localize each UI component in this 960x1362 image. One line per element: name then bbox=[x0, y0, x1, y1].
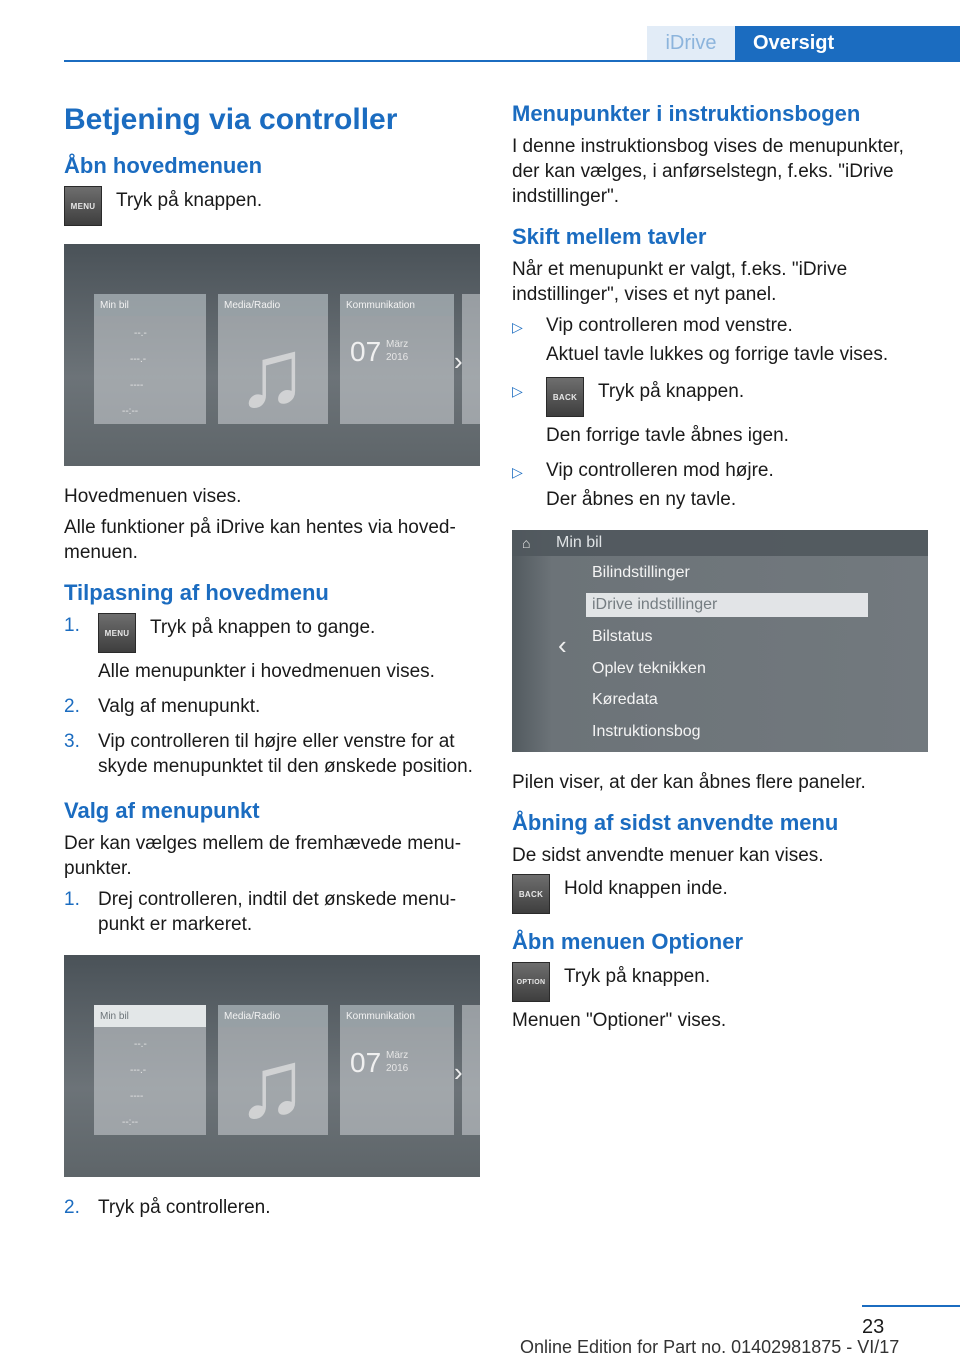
list-item bbox=[512, 458, 932, 516]
home-icon: ⌂ bbox=[522, 535, 531, 551]
row-value: ---- bbox=[130, 1091, 144, 1102]
section-switch-panels bbox=[512, 223, 932, 516]
back-button-icon: BACK bbox=[546, 377, 584, 417]
body-text: Når et menupunkt er valgt, f.eks. "iDrive indstillinger", vises et nyt panel. bbox=[512, 259, 848, 305]
step-subtext: Aktuel tavle lukkes og forrige tavle vises. bbox=[546, 344, 889, 365]
chapter-tab: iDrive bbox=[647, 26, 735, 60]
step-text: Vip controlleren mod højre. bbox=[546, 460, 774, 481]
heading-customize: Tilpasning af hovedmenu bbox=[64, 580, 329, 605]
date-year: 2016 bbox=[386, 1063, 409, 1074]
triangle-bullet-icon: ▷ bbox=[512, 383, 523, 399]
heading-manual-items: Menupunkter i instruktionsbogen bbox=[512, 101, 861, 126]
section-main-menu-shown bbox=[64, 484, 482, 565]
row-value: --:-- bbox=[122, 406, 139, 417]
list-item bbox=[512, 377, 932, 452]
list-item bbox=[64, 1195, 482, 1224]
step-text: Vip controlleren mod venstre. bbox=[546, 315, 793, 336]
section-customize bbox=[64, 579, 482, 783]
step-text: Vip controlleren til højre eller venstre for at skyde menupunktet til den ønskede position. bbox=[98, 731, 473, 777]
list-item bbox=[64, 887, 482, 941]
section-arrow-note bbox=[512, 770, 932, 795]
step-subtext: Der åbnes en ny tavle. bbox=[546, 489, 737, 510]
menu-item: Oplev teknikken bbox=[592, 660, 706, 677]
section-select bbox=[64, 797, 482, 941]
min-bil-menu-screenshot bbox=[512, 530, 928, 752]
step-subtext: Alle menupunkter i hovedmenuen vises. bbox=[98, 661, 435, 682]
row-value: ---.- bbox=[130, 354, 147, 365]
heading-select: Valg af menupunkt bbox=[64, 798, 260, 823]
step-subtext: Den forrige tavle åbnes igen. bbox=[546, 425, 789, 446]
date-month: März bbox=[386, 339, 409, 350]
menu-item: Køredata bbox=[592, 691, 658, 708]
step-number: 1. bbox=[64, 889, 80, 910]
row-value: --.- bbox=[134, 328, 147, 339]
heading-recent-menu: Åbning af sidst anvendte menu bbox=[512, 810, 839, 835]
section-tab: Oversigt bbox=[735, 26, 960, 60]
section-recent-menu bbox=[512, 809, 932, 914]
step-number: 1. bbox=[64, 615, 80, 636]
instruction-text: Tryk på knappen. bbox=[564, 966, 711, 987]
body-text: Menuen "Optioner" vises. bbox=[512, 1010, 727, 1031]
tile-header: Kommunikation bbox=[340, 1005, 454, 1027]
menu-item: Bilstatus bbox=[592, 628, 653, 645]
footer-rule bbox=[862, 1305, 960, 1307]
back-button-row bbox=[546, 377, 789, 417]
date-month: März bbox=[386, 1050, 409, 1061]
menu-item-highlighted: iDrive indstillinger bbox=[586, 593, 868, 617]
body-text: I denne instruktionsbog vises de menupunkter, der kan vælges, i anførselstegn, f.eks. "iDrive indstillinger". bbox=[512, 136, 904, 207]
main-menu-highlighted-screenshot bbox=[64, 955, 480, 1177]
triangle-bullet-icon: ▷ bbox=[512, 319, 523, 335]
list-item bbox=[64, 613, 482, 688]
chevron-right-icon: › bbox=[454, 1057, 463, 1087]
option-button-icon: OPTION bbox=[512, 962, 550, 1002]
tile-partial bbox=[462, 294, 480, 424]
tile-header: Media/Radio bbox=[218, 1005, 328, 1027]
left-column bbox=[64, 100, 482, 1230]
page-number: 23 bbox=[862, 1316, 885, 1338]
date-year: 2016 bbox=[386, 352, 409, 363]
header-rule bbox=[64, 60, 960, 62]
row-value: --:-- bbox=[122, 1117, 139, 1128]
back-button-row bbox=[512, 874, 932, 914]
body-text: Hovedmenuen vises. bbox=[64, 486, 242, 507]
body-text: Der kan vælges mellem de fremhævede menupunkter. bbox=[64, 833, 462, 879]
step-text: Tryk på controlleren. bbox=[98, 1197, 271, 1218]
tile-header: Media/Radio bbox=[218, 294, 328, 316]
step-number: 3. bbox=[64, 731, 80, 752]
heading-options-menu: Åbn menuen Optioner bbox=[512, 929, 743, 954]
edition-text: Online Edition for Part no. 01402981875 - VI/17 bbox=[520, 1337, 900, 1357]
select-steps bbox=[64, 887, 482, 941]
heading-switch-panels: Skift mellem tavler bbox=[512, 224, 707, 249]
section-open-main-menu bbox=[64, 152, 482, 226]
step-body bbox=[98, 613, 435, 688]
triangle-bullet-icon: ▷ bbox=[512, 464, 523, 480]
section-manual-items bbox=[512, 100, 932, 209]
menu-button-icon: MENU bbox=[64, 186, 102, 226]
step-number: 2. bbox=[64, 696, 80, 717]
row-value: --.- bbox=[134, 1039, 147, 1050]
row-value: ---.- bbox=[130, 1065, 147, 1076]
menu-button-row bbox=[98, 613, 435, 653]
menu-item: Bilindstillinger bbox=[592, 564, 690, 581]
chevron-right-icon: › bbox=[454, 346, 463, 376]
switch-steps bbox=[512, 313, 932, 516]
step-number: 2. bbox=[64, 1197, 80, 1218]
instruction-text: Hold knappen inde. bbox=[564, 878, 728, 899]
customize-steps bbox=[64, 613, 482, 783]
page-title: Betjening via controller bbox=[64, 103, 398, 136]
music-note-icon: ♫ bbox=[236, 1031, 308, 1138]
body-text: De sidst anvendte menuer kan vises. bbox=[512, 845, 824, 866]
tile-header: Kommunikation bbox=[340, 294, 454, 316]
tile-partial bbox=[462, 1005, 480, 1135]
step-text: Drej controlleren, indtil det ønskede menupunkt er markeret. bbox=[98, 889, 457, 935]
list-item bbox=[64, 694, 482, 723]
date-day: 07 bbox=[350, 336, 382, 367]
date-day: 07 bbox=[350, 1047, 382, 1078]
list-item bbox=[64, 729, 482, 783]
tile-header-selected: Min bil bbox=[94, 1005, 206, 1027]
menu-item: Instruktionsbog bbox=[592, 723, 701, 740]
music-note-icon: ♫ bbox=[236, 320, 308, 427]
step-text: Tryk på knappen. bbox=[598, 381, 745, 402]
body-text: Alle funktioner på iDrive kan hentes via hovedmenuen. bbox=[64, 517, 456, 563]
tile-header: Min bil bbox=[94, 294, 206, 316]
main-menu-screenshot bbox=[64, 244, 480, 466]
right-column bbox=[512, 100, 932, 1047]
menu-button-row bbox=[64, 186, 482, 226]
back-button-icon: BACK bbox=[512, 874, 550, 914]
menu-button-icon: MENU bbox=[98, 613, 136, 653]
chevron-left-icon: ‹ bbox=[558, 630, 567, 660]
select-steps-continued bbox=[64, 1195, 482, 1224]
menu-title: Min bil bbox=[556, 534, 603, 551]
section-options-menu bbox=[512, 928, 932, 1033]
step-text: Valg af menupunkt. bbox=[98, 696, 261, 717]
body-text: Pilen viser, at der kan åbnes flere paneler. bbox=[512, 772, 866, 793]
row-value: ---- bbox=[130, 380, 144, 391]
instruction-text: Tryk på knappen. bbox=[116, 190, 263, 211]
step-text: Tryk på knappen to gange. bbox=[150, 617, 376, 638]
list-item bbox=[512, 313, 932, 371]
option-button-row bbox=[512, 962, 932, 1002]
heading-open-main-menu: Åbn hovedmenuen bbox=[64, 153, 263, 178]
